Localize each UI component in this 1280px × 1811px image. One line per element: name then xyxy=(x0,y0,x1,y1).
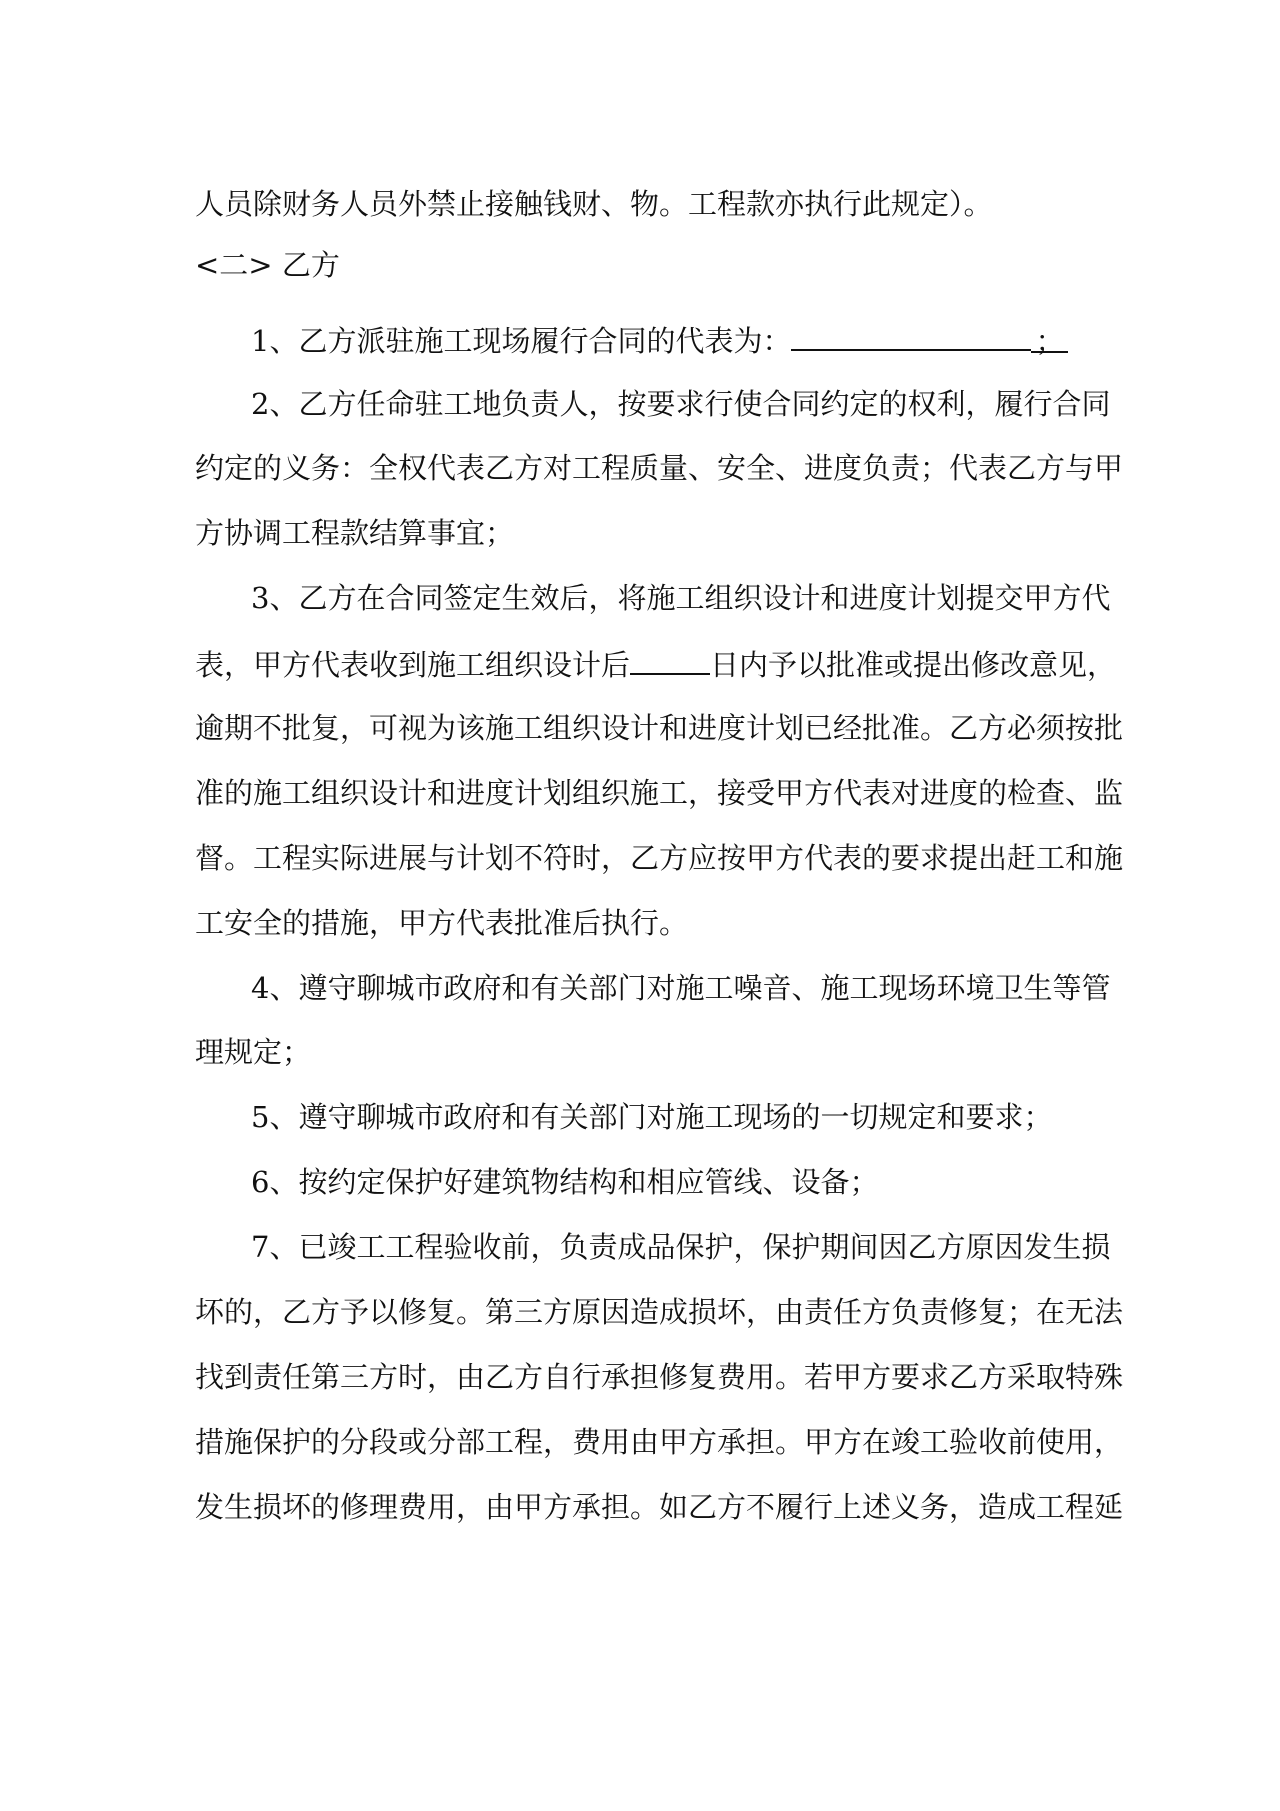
representative-blank xyxy=(791,319,1031,351)
item-4-line-2: 理规定； xyxy=(195,1035,312,1069)
item-5: 5、遵守聊城市政府和有关部门对施工现场的一切规定和要求； xyxy=(251,1100,1053,1134)
item-3-line-1: 3、乙方在合同签定生效后，将施工组织设计和进度计划提交甲方代 xyxy=(251,581,1111,615)
item-3-line-2-pre: 表，甲方代表收到施工组织设计后 xyxy=(195,648,631,682)
item-1 xyxy=(251,319,1068,361)
item-1-semicolon: ； xyxy=(1031,321,1068,353)
days-blank xyxy=(630,643,710,675)
item-6: 6、按约定保护好建筑物结构和相应管线、设备； xyxy=(251,1165,879,1199)
item-3-line-2 xyxy=(195,643,1116,685)
section-heading: <二> 乙方 xyxy=(195,248,340,282)
item-3-line-2-post: 日内予以批准或提出修改意见， xyxy=(710,648,1117,682)
item-1-text: 1、乙方派驻施工现场履行合同的代表为： xyxy=(251,324,792,358)
item-3-line-4: 准的施工组织设计和进度计划组织施工，接受甲方代表对进度的检查、监 xyxy=(195,776,1124,810)
item-2-line-1: 2、乙方任命驻工地负责人，按要求行使合同约定的权利，履行合同 xyxy=(251,387,1111,421)
item-4-line-1: 4、遵守聊城市政府和有关部门对施工噪音、施工现场环境卫生等管 xyxy=(251,971,1111,1005)
item-3-line-6: 工安全的措施，甲方代表批准后执行。 xyxy=(195,906,689,940)
item-7-line-1: 7、已竣工工程验收前，负责成品保护，保护期间因乙方原因发生损 xyxy=(251,1230,1111,1264)
continuation-line: 人员除财务人员外禁止接触钱财、物。工程款亦执行此规定）。 xyxy=(195,187,993,221)
item-7-line-5: 发生损坏的修理费用，由甲方承担。如乙方不履行上述义务，造成工程延 xyxy=(195,1490,1124,1524)
item-2-line-3: 方协调工程款结算事宜； xyxy=(195,516,515,550)
item-7-line-2: 坏的，乙方予以修复。第三方原因造成损坏，由责任方负责修复；在无法 xyxy=(195,1295,1124,1329)
item-3-line-5: 督。工程实际进展与计划不符时，乙方应按甲方代表的要求提出赶工和施 xyxy=(195,841,1124,875)
item-7-line-4: 措施保护的分段或分部工程，费用由甲方承担。甲方在竣工验收前使用， xyxy=(195,1425,1124,1459)
item-2-line-2: 约定的义务：全权代表乙方对工程质量、安全、进度负责；代表乙方与甲 xyxy=(195,451,1124,485)
item-7-line-3: 找到责任第三方时，由乙方自行承担修复费用。若甲方要求乙方采取特殊 xyxy=(195,1360,1124,1394)
item-3-line-3: 逾期不批复，可视为该施工组织设计和进度计划已经批准。乙方必须按批 xyxy=(195,711,1124,745)
